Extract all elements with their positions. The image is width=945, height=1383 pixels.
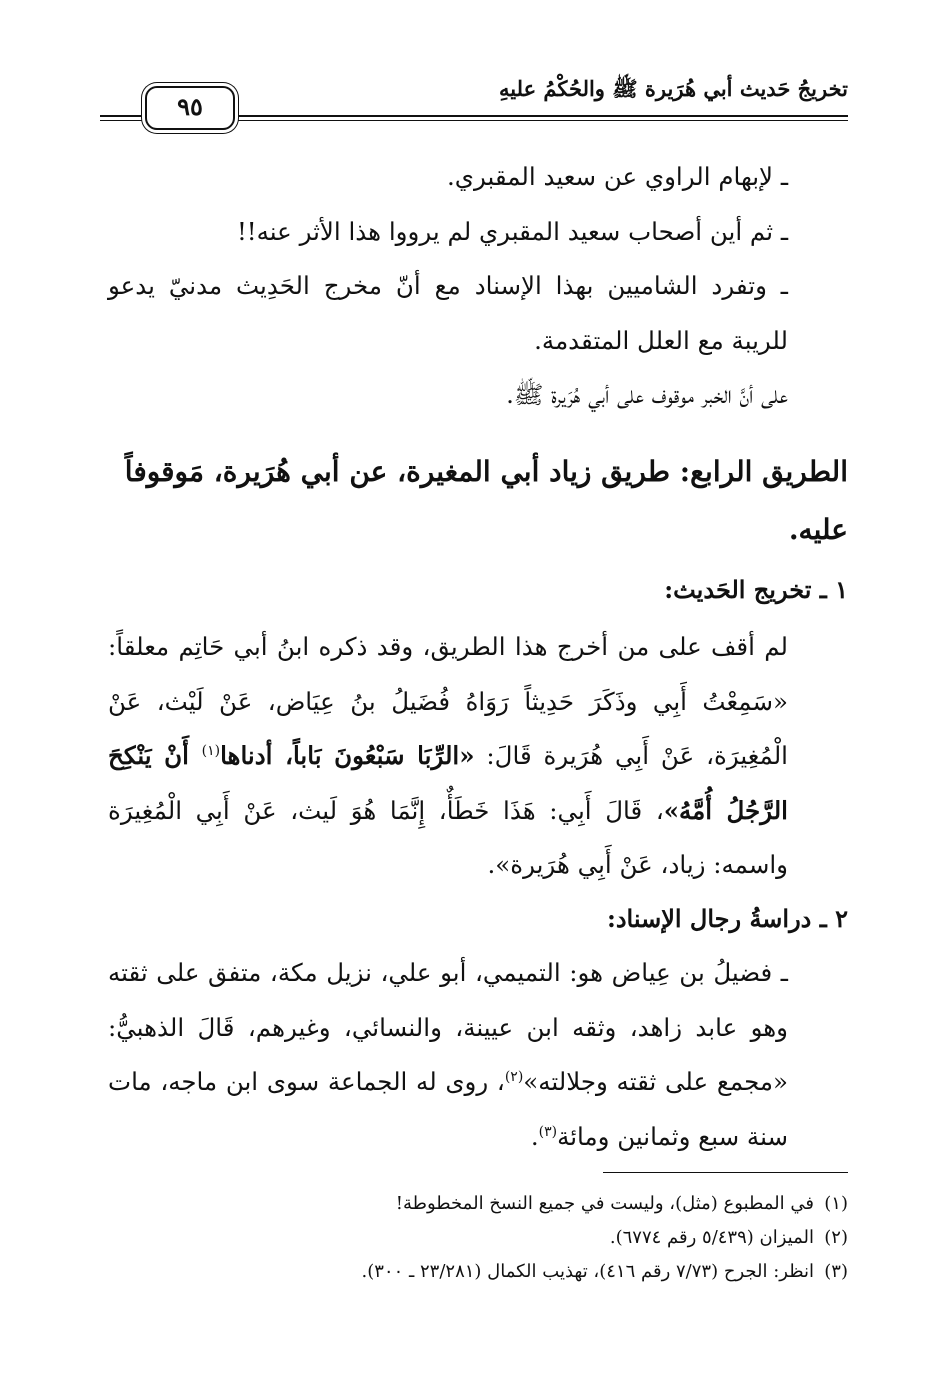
takhrij-text-2: ، قَالَ أَبِي: هَذَا خَطَأٌ، إِنَّمَا هُوَ لَيث، عَنْ أَبِي الْمُغِيرَة واسمه: زياد، عَنْ أَبِي هُرَيرة». xyxy=(108,795,788,879)
point-3: ـ وتفرد الشاميين بهذا الإسناد مع أنّ مخرج الحَدِيث مدنيّ يدعو للريبة مع العلل المتقدمة. xyxy=(108,271,788,355)
hadith-quote: «الرِّبَا سَبْعُونَ بَاباً، أدناها xyxy=(220,741,475,770)
footnote-ref-1[interactable]: (١) xyxy=(201,742,221,759)
hadith-quote-end: أَنْ يَنْكِحَ الرَّجُلُ أُمَّهُ» xyxy=(108,741,788,825)
footnote-1 xyxy=(108,1187,848,1221)
footnote-text: الميزان (٥/٤٣٩ رقم ٦٧٧٤). xyxy=(609,1227,814,1248)
section-heading: الطريق الرابع: طريق زياد أبي المغيرة، عن أبي هُرَيرة، مَوقوفاً عليه. xyxy=(124,455,848,546)
takhrij-paragraph xyxy=(108,620,848,893)
isnad-text-2: ، روى له الجماعة سوى ابن ماجه، مات سنة سبع وثمانين ومائة xyxy=(108,1067,788,1151)
footnote-ref-2[interactable]: (٢) xyxy=(504,1068,524,1085)
isnad-text-3: . xyxy=(530,1121,539,1151)
footnote-separator xyxy=(603,1172,848,1173)
footnote-number: (١) xyxy=(824,1193,848,1214)
takhrij-text xyxy=(108,620,848,893)
takhrij-text-1: لم أقف على من أخرج هذا الطريق، وقد ذكره ابنُ أبي حَاتِم معلقاً: «سَمِعْتُ أَبِي وذَكَرَ حَدِيثاً رَوَاهُ فُضَيلُ بنُ عِيَاض، عَنْ لَيْث، عَنْ الْمُغِيرَة، عَنْ أَبِي هُرَيرة قَالَ: xyxy=(108,632,788,770)
isnad-text xyxy=(108,946,848,1164)
page-number-frame xyxy=(145,86,235,130)
footnote-text: انظر: الجرح (٧/٧٣ رقم ٤١٦)، تهذيب الكمال (٢٣/٢٨١ ـ ٣٠٠). xyxy=(361,1261,814,1282)
page-number: ٩٥ xyxy=(177,92,203,121)
footnotes xyxy=(108,1187,848,1289)
intro-points xyxy=(108,150,848,423)
footnote-3 xyxy=(108,1255,848,1289)
footnote-ref-3[interactable]: (٣) xyxy=(538,1123,558,1140)
takhrij-heading: ١ ـ تخريج الحَديث: xyxy=(664,575,848,604)
isnad-text-1: ـ فضيلُ بن عِياض هو: التميمي، أبو علي، نزيل مكة، متفق على ثقته وهو عابد زاهد، وثقه ابن عيينة، والنسائي، وغيرهم، قَالَ الذهبيُّ: «مجمع على ثقته وجلالته» xyxy=(108,958,788,1096)
conclusion-line: على أنَّ الخبر موقوف على أبي هُرَيرة ﷺ. xyxy=(506,380,788,409)
footnote-number: (٢) xyxy=(824,1227,848,1248)
footnote-text: في المطبوع (مثل)، وليست في جميع النسخ المخطوطة! xyxy=(395,1193,814,1214)
footnote-number: (٣) xyxy=(824,1261,848,1282)
point-1: ـ لإبهام الراوي عن سعيد المقبري. xyxy=(446,162,788,191)
isnad-heading: ٢ ـ دراسةُ رجال الإسناد: xyxy=(606,904,848,933)
isnad-paragraph xyxy=(108,946,848,1164)
running-title: تخريجُ حَديث أبي هُرَيرة ﷺ والحُكْمُ عليهِ xyxy=(499,76,848,101)
footnote-2 xyxy=(108,1221,848,1255)
point-2: ـ ثم أين أصحاب سعيد المقبري لم يرووا هذا الأثر عنه!! xyxy=(236,216,788,246)
page-header xyxy=(100,70,848,132)
